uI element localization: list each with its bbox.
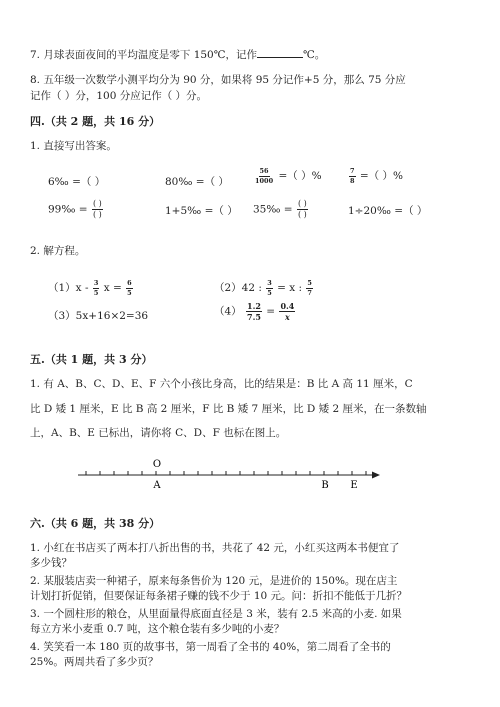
point-b-label: B [321,480,329,491]
calc-56-over-1000: $\frac{56}{1000}$ =（ ）% [255,167,322,185]
fraction: $\frac{1.2}{7.5}$ [247,301,261,322]
section-6-line: 计划打折促销，但要保证每条裙子赚的钱不少于 10 元。问：折扣不能低于几折？ [30,590,408,602]
number-line-arrow [372,472,380,479]
section-4-title: 四.（共 2 题，共 16 分） [30,115,161,128]
section-6-line: 4. 笑笑看一本 180 页的故事书，第一周看了全书的 40%，第二周看了全书的 [30,641,391,653]
equation-4: （4） $\frac{1.2}{7.5}$ = $\frac{0.4}{x}$ [214,301,295,322]
number-line-ticks [86,471,366,475]
section-6-line: 2. 某服装店卖一种裙子，原来每条售价为 120 元，是进价的 150%。现在店主 [30,575,398,587]
question-7-unit: ℃。 [302,49,326,61]
calc-35-permille: 35‰ = $\frac{( )}{( )}$ [253,199,307,219]
question-8-line2: 记作（ ）分，100 分应记作（ ）分。 [30,90,208,102]
section-6-title: 六.（共 6 题，共 38 分） [30,517,161,530]
point-e-label: E [350,480,358,491]
calc-6-permille: 6‰ =（ ） [48,176,106,188]
calc-80-permille: 80‰ =（ ） [165,176,229,188]
fraction-blank[interactable]: $\frac{( )}{( )}$ [92,199,102,219]
equation-3: （3）5x+16×2=36 [48,310,149,322]
question-7 [30,47,325,62]
fraction: $\frac{6}{5}$ [127,279,132,297]
answer-blank[interactable] [257,47,303,58]
fraction: $\frac{3}{5}$ [267,279,272,297]
fraction: $\frac{0.4}{x}$ [280,301,295,322]
origin-label: O [152,459,162,470]
question-8-line1: 8. 五年级一次数学小测平均分为 90 分，如果将 95 分记作+5 分，那么 75 分应 [30,74,406,86]
calc-99-permille: 99‰ = $\frac{( )}{( )}$ [48,199,102,219]
section-5-line1: 1. 有 A、B、C、D、E、F 六个小孩比身高，比的结果是：B 比 A 高 11 厘米，C [30,378,413,390]
calc-1-plus-5-permille: 1+5‰ =（ ） [165,205,238,217]
section-6-line: 每立方米小麦重 0.7 吨，这个粮仓装有多少吨的小麦？ [30,623,285,635]
calc-1-div-20-permille: 1÷20‰ =（ ） [348,205,428,217]
calc-7-over-8: $\frac{7}{8}$ =（ ）% [350,167,403,185]
section-4-q2-title: 2. 解方程。 [30,245,86,257]
question-7-text: 7. 月球表面夜间的平均温度是零下 150℃，记作 [30,49,257,61]
section-5-title: 五.（共 1 题，共 3 分） [30,353,153,366]
section-5-line3: 上，A、B、E 已标出，请你将 C、D、F 也标在图上。 [30,427,287,439]
point-a-label: A [153,480,161,491]
fraction-blank[interactable]: $\frac{( )}{( )}$ [297,199,307,219]
fraction: $\frac{3}{5}$ [93,279,99,297]
section-6-line: 多少钱？ [30,557,72,569]
fraction: $\frac{56}{1000}$ [255,167,274,185]
fraction: $\frac{5}{7}$ [307,279,312,297]
number-line [0,450,500,495]
section-6-line: 3. 一个圆柱形的粮仓，从里面量得底面直径是 3 米，装有 2.5 米高的小麦. 如果 [30,608,402,620]
section-6-line: 1. 小红在书店买了两本打八折出售的书，共花了 42 元，小红买这两本书便宜了 [30,542,400,554]
section-4-q1-title: 1. 直接写出答案。 [30,140,117,152]
section-6-line: 25%。两周共看了多少页？ [30,656,159,668]
equation-1: （1）x - $\frac{3}{5}$ x = $\frac{6}{5}$ [48,279,132,297]
fraction: $\frac{7}{8}$ [350,167,355,185]
section-5-line2: 比 D 矮 1 厘米，E 比 B 高 2 厘米，F 比 B 矮 7 厘米，比 D 矮 2 厘米，在一条数轴 [30,403,427,415]
equation-2: （2）42 : $\frac{3}{5}$ = x : $\frac{5}{7}$ [214,279,312,297]
